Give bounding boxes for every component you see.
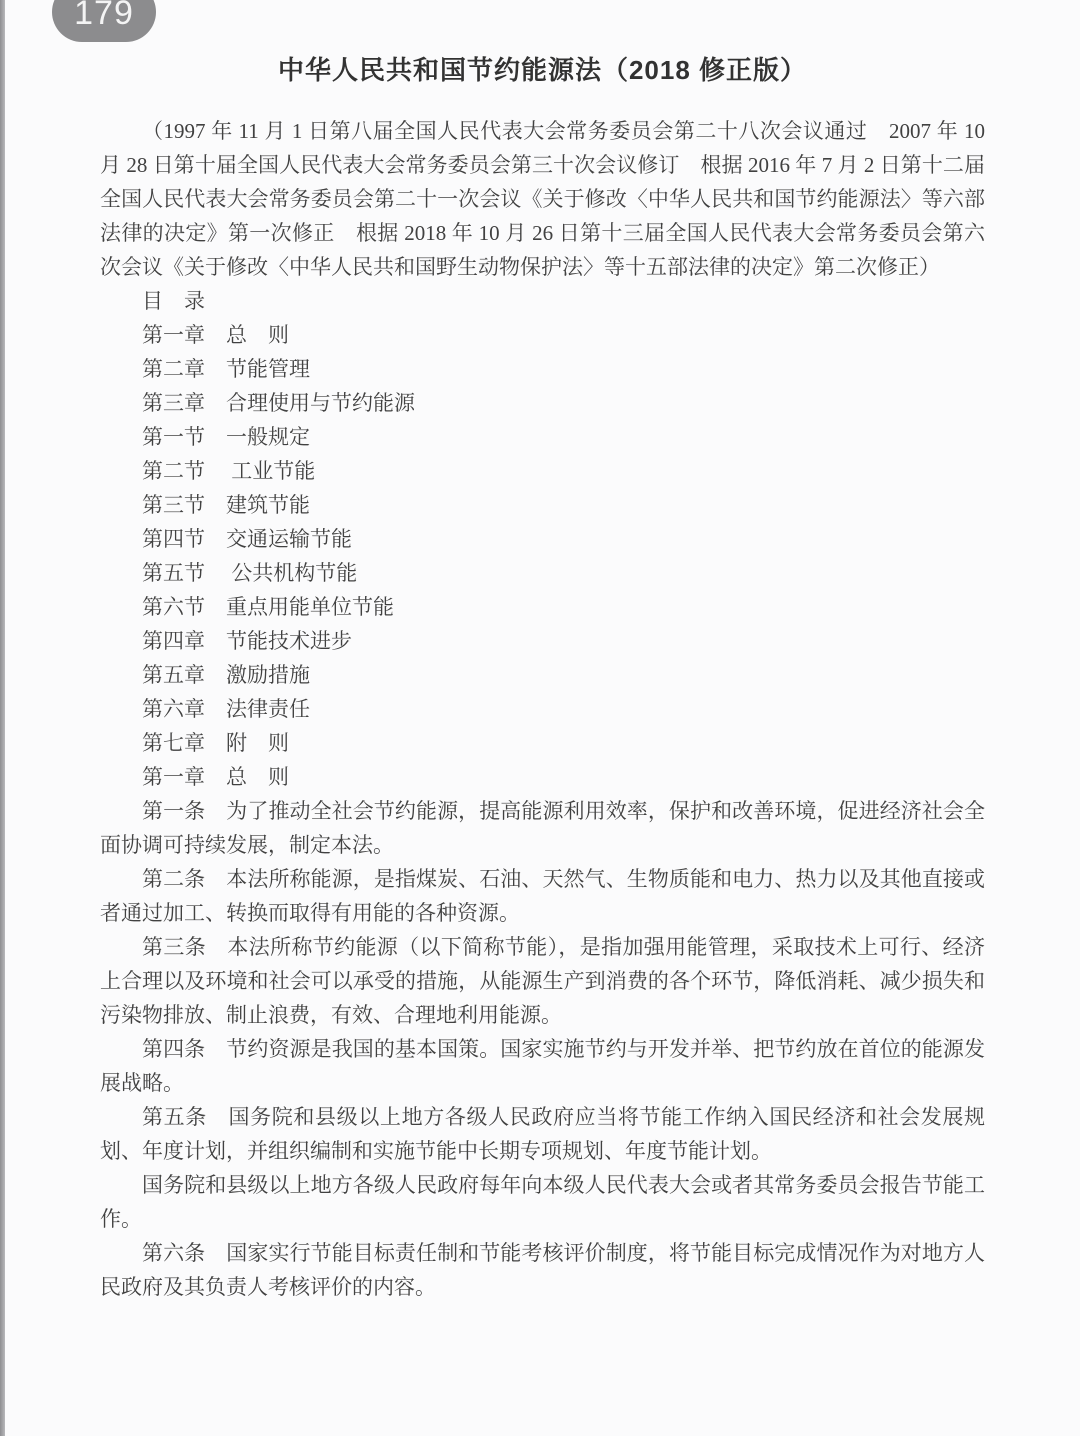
toc-item: 第五章 激励措施 (142, 663, 310, 687)
article-paragraph: 第六条 国家实行节能目标责任制和节能考核评价制度，将节能目标完成情况作为对地方人民政府及其负责人考核评价的内容。 (100, 1241, 985, 1299)
article-paragraph: 第一条 为了推动全社会节约能源，提高能源利用效率，保护和改善环境，促进经济社会全面协调可持续发展，制定本法。 (100, 799, 985, 857)
toc-item: 第一章 总 则 (142, 323, 289, 347)
document-content (100, 52, 985, 1304)
toc-item: 第四章 节能技术进步 (142, 629, 352, 653)
article-paragraph: 第二条 本法所称能源，是指煤炭、石油、天然气、生物质能和电力、热力以及其他直接或者通过加工、转换而取得有用能的各种资源。 (100, 867, 985, 925)
toc-item: 第六章 法律责任 (142, 697, 310, 721)
toc-heading: 目 录 (142, 289, 205, 313)
article-paragraph: 第三条 本法所称节约能源（以下简称节能），是指加强用能管理，采取技术上可行、经济上合理以及环境和社会可以承受的措施，从能源生产到消费的各个环节，降低消耗、减少损失和污染物排放、制止浪费，有效、合理地利用能源。 (100, 935, 985, 1027)
toc-item: 第七章 附 则 (142, 731, 289, 755)
document-title: 中华人民共和国节约能源法（2018 修正版） (277, 55, 808, 85)
toc-item: 第三节 建筑节能 (142, 493, 310, 517)
article-paragraph: 第四条 节约资源是我国的基本国策。国家实施节约与开发并举、把节约放在首位的能源发展战略。 (100, 1037, 985, 1095)
toc-item: 第二章 节能管理 (142, 357, 310, 381)
toc-item: 第四节 交通运输节能 (142, 527, 352, 551)
article-list (100, 794, 985, 1304)
toc-item: 第三章 合理使用与节约能源 (142, 391, 415, 415)
toc-list (100, 318, 985, 760)
chapter-heading: 第一章 总 则 (142, 765, 289, 789)
toc-item: 第六节 重点用能单位节能 (142, 595, 394, 619)
page-edge-strip (0, 0, 5, 1436)
preamble-paragraph: （1997 年 11 月 1 日第八届全国人民代表大会常务委员会第二十八次会议通过 2007 年 10 月 28 日第十届全国人民代表大会常务委员会第三十次会议修订 根据 2016 年 7 月 2 日第十二届全国人民代表大会常务委员会第二十一次会议《关于修改〈中华人民共和国节约能源法〉等六部法律的决定》第一次修正 根据 2018 年 10 月 26 日第十三届全国人民代表大会常务委员会第六次会议《关于修改〈中华人民共和国野生动物保护法〉等十五部法律的决定》第二次修正） (100, 119, 985, 279)
toc-item: 第五节 公共机构节能 (142, 561, 358, 585)
page-number-badge: 179 (52, 0, 156, 42)
toc-item: 第一节 一般规定 (142, 425, 310, 449)
article-paragraph: 第五条 国务院和县级以上地方各级人民政府应当将节能工作纳入国民经济和社会发展规划、年度计划，并组织编制和实施节能中长期专项规划、年度节能计划。 (100, 1105, 985, 1163)
toc-item: 第二节 工业节能 (142, 459, 316, 483)
article-paragraph: 国务院和县级以上地方各级人民政府每年向本级人民代表大会或者其常务委员会报告节能工作。 (100, 1173, 985, 1231)
